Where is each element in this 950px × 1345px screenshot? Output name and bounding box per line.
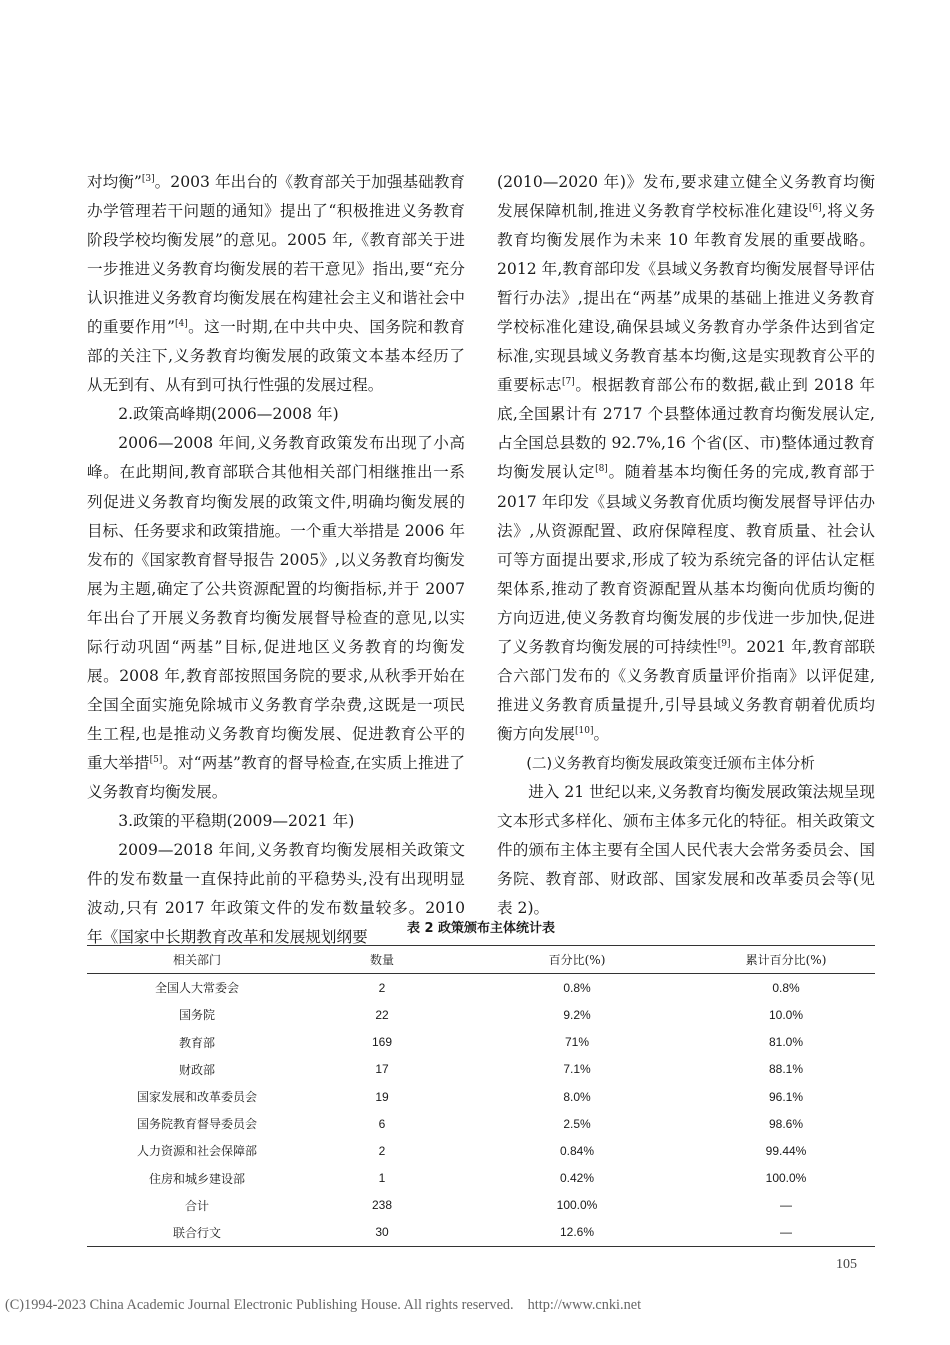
table-cell: 88.1% bbox=[768, 1062, 804, 1077]
table-row bbox=[87, 1219, 875, 1247]
table-cell: 169 bbox=[371, 1035, 393, 1050]
column-header: 相关部门 bbox=[87, 946, 307, 974]
table-cell: 71% bbox=[564, 1035, 590, 1050]
table-cell: 0.42% bbox=[559, 1171, 595, 1186]
table-cell: 联合行文 bbox=[87, 1219, 307, 1247]
citation-ref: [3] bbox=[141, 174, 155, 184]
column-header: 累计百分比(%) bbox=[697, 946, 875, 974]
table-cell: 国务院 bbox=[178, 1008, 215, 1023]
footer-url: http://www.cnki.net bbox=[527, 1297, 642, 1313]
table-row bbox=[87, 1110, 875, 1137]
paragraph: (2010—2020 年)》发布,要求建立健全义务教育均衡发展保障机制,推进义务教育学校标准化建设[6],将义务教育均衡发展作为未来 10 年教育发展的重要战略。2012 年,教育部印发《县域义务教育均衡发展督导评估暂行办法》,提出在“两基”成果的基础上推进义务教育学校标准化建设,确保县域义务教育办学条件达到省定标准,实现县域义务教育基本均衡,这是实现教育公平的重要标志[7]。根据教育部公布的数据,截止到 2018 年底,全国累计有 2717 个县整体通过教育均衡发展认定,占全国总县数的 92.7%,16 个省(区、市)整体通过教育均衡发展认定[8]。随着基本均衡任务的完成,教育部于 2017 年印发《县域义务教育优质均衡发展督导评估办法》,从资源配置、政府保障程度、教育质量、社会认可等方面提出要求,形成了较为系统完备的评估认定框架体系,推动了教育资源配置从基本均衡向优质均衡的方向迈进,使义务教育均衡发展的步伐进一步加快,促进了义务教育均衡发展的可持续性[9]。2021 年,教育部联合六部门发布的《义务教育质量评价指南》以评促建,推进义务教育质量提升,引导县域义务教育朝着优质均衡方向发展[10]。 bbox=[497, 173, 875, 743]
copyright-footer bbox=[5, 1297, 641, 1314]
paragraph: 进入 21 世纪以来,义务教育均衡发展政策法规呈现文本形式多样化、颁布主体多元化的特征。相关政策文件的颁布主体主要有全国人民代表大会常务委员会、国务院、教育部、财政部、国家发展和改革委员会等(见表 2)。 bbox=[497, 782, 875, 918]
table-cell: 17 bbox=[375, 1062, 389, 1077]
paragraph: 2006—2008 年间,义务教育政策发布出现了小高峰。在此期间,教育部联合其他相关部门相继推出一系列促进义务教育均衡发展的政策文件,明确均衡发展的目标、任务要求和政策措施。一个重大举措是 2006 年发布的《国家教育督导报告 2005》,以义务教育均衡发展为主题,确定了公共资源配置的均衡指标,并于 2007 年出台了开展义务教育均衡发展督导检查的意见,以实际行动巩固“两基”目标,促进地区义务教育的均衡发展。2008 年,教育部按照国务院的要求,从秋季开始在全国全面实施免除城市义务教育学杂费,这既是一项民生工程,也是推动义务教育均衡发展、促进教育公平的重大举措[5]。对“两基”教育的督导检查,在实质上推进了义务教育均衡发展。 bbox=[87, 434, 465, 801]
table-row bbox=[87, 1029, 875, 1056]
table-cell: 教育部 bbox=[178, 1035, 215, 1050]
section-heading: (二)义务教育均衡发展政策变迁颁布主体分析 bbox=[526, 754, 815, 772]
table-cell: 6 bbox=[378, 1116, 386, 1131]
table-cell: 100.0% bbox=[765, 1171, 807, 1186]
table-cell: — bbox=[780, 1198, 792, 1213]
citation-ref: [6] bbox=[808, 203, 822, 214]
table-cell: 98.6% bbox=[768, 1116, 804, 1131]
table-cell: 12.6% bbox=[457, 1219, 697, 1247]
table-cell: 合计 bbox=[184, 1198, 209, 1213]
column-header: 百分比(%) bbox=[457, 946, 697, 974]
table-cell: 100.0% bbox=[556, 1198, 598, 1213]
citation-ref: [5] bbox=[149, 754, 163, 765]
table-row bbox=[87, 1056, 875, 1083]
table-cell: 238 bbox=[371, 1198, 393, 1213]
copyright-text: (C)1994-2023 China Academic Journal Electronic Publishing House. All rights reserved. bbox=[5, 1297, 514, 1313]
table-cell: 8.0% bbox=[563, 1089, 591, 1104]
table-cell: 96.1% bbox=[768, 1089, 804, 1104]
table-cell: 19 bbox=[375, 1089, 389, 1104]
table-cell: 22 bbox=[375, 1007, 389, 1022]
paragraph: 2009—2018 年间,义务教育均衡发展相关政策文件的发布数量一直保持此前的平稳势头,没有出现明显波动,只有 2017 年政策文件的发布数量较多。2010 年《国家中长期教育改革和发展规划纲要 bbox=[87, 841, 465, 947]
table-cell: 国务院教育督导委员会 bbox=[136, 1117, 257, 1132]
table-cell: 10.0% bbox=[768, 1007, 804, 1022]
table-row bbox=[87, 1165, 875, 1192]
column-header: 数量 bbox=[307, 946, 457, 974]
table-cell: 国家发展和改革委员会 bbox=[136, 1090, 257, 1105]
table-cell: 0.8% bbox=[772, 980, 800, 995]
table-cell: 0.8% bbox=[563, 980, 591, 995]
stats-table bbox=[87, 945, 875, 1247]
subsection-heading: 2.政策高峰期(2006—2008 年) bbox=[118, 405, 339, 424]
table-cell: 7.1% bbox=[563, 1062, 591, 1077]
citation-ref: [8] bbox=[595, 464, 608, 475]
citation-ref: [4] bbox=[174, 319, 188, 330]
table-cell: 99.44% bbox=[765, 1143, 807, 1158]
table-cell: 2 bbox=[378, 980, 386, 995]
page-number: 105 bbox=[836, 1257, 857, 1272]
subsection-heading: 3.政策的平稳期(2009—2021 年) bbox=[118, 812, 355, 831]
table-row bbox=[87, 1083, 875, 1110]
table-row bbox=[87, 974, 875, 1002]
table-cell: 人力资源和社会保障部 bbox=[136, 1144, 257, 1159]
table-header-row bbox=[87, 946, 875, 974]
citation-ref: [7] bbox=[562, 377, 575, 388]
table-cell: 30 bbox=[307, 1219, 457, 1247]
table-cell: 2 bbox=[378, 1143, 386, 1158]
citation-ref: [9] bbox=[717, 638, 731, 649]
table-cell: 81.0% bbox=[768, 1035, 804, 1050]
table-row bbox=[87, 1192, 875, 1219]
table-cell: 1 bbox=[378, 1171, 386, 1186]
table-caption: 表 2 政策颁布主体统计表 bbox=[406, 921, 556, 936]
table-cell: 9.2% bbox=[563, 1007, 591, 1022]
table-cell: 财政部 bbox=[178, 1062, 215, 1077]
table-cell: — bbox=[697, 1219, 875, 1247]
table-row bbox=[87, 1137, 875, 1164]
left-column bbox=[87, 168, 465, 952]
table-cell: 全国人大常委会 bbox=[154, 981, 239, 996]
citation-ref: [10] bbox=[574, 725, 594, 736]
table-row bbox=[87, 1001, 875, 1028]
paragraph: 对均衡”[3]。2003 年出台的《教育部关于加强基础教育办学管理若干问题的通知》提出了“积极推进义务教育阶段学校均衡发展”的意见。2005 年,《教育部关于进一步推进义务教育均衡发展的若干意见》指出,要“充分认识推进义务教育均衡发展在构建社会主义和谐社会中的重要作用”[4]。这一时期,在中共中央、国务院和教育部的关注下,义务教育均衡发展的政策文本基本经历了从无到有、从有到可执行性强的发展过程。 bbox=[87, 173, 465, 395]
right-column bbox=[497, 168, 875, 923]
table-cell: 2.5% bbox=[563, 1116, 591, 1131]
table-cell: 住房和城乡建设部 bbox=[148, 1171, 245, 1186]
table-cell: 0.84% bbox=[559, 1143, 595, 1158]
